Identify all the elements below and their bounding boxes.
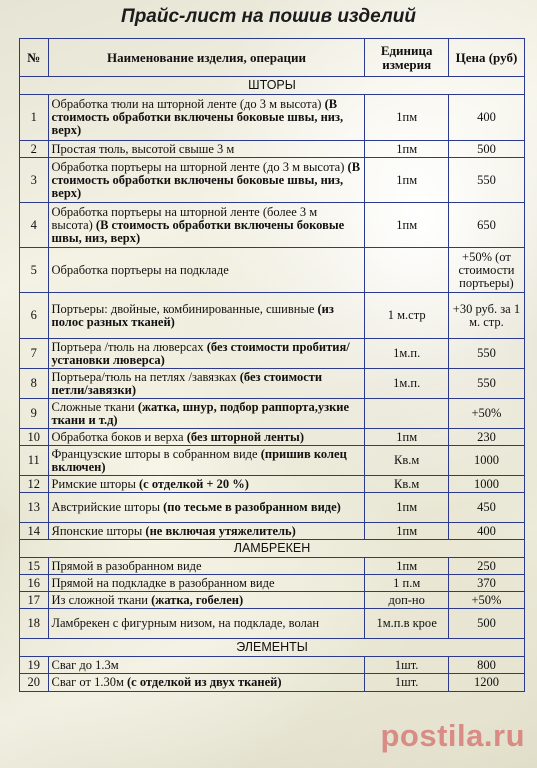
item-note: (с отделкой + 20 %) <box>139 476 249 491</box>
item-name-cell <box>48 339 365 369</box>
item-name: Обработка боков и верха <box>51 429 187 444</box>
header-num: № <box>20 39 49 77</box>
item-note: (из полос разных тканей) <box>51 301 334 329</box>
item-unit: 1пм <box>365 203 448 248</box>
item-unit: 1пм <box>365 429 448 446</box>
item-name-cell <box>48 657 365 674</box>
table-row <box>20 657 525 674</box>
table-row <box>20 429 525 446</box>
item-name: Из сложной ткани <box>51 592 152 607</box>
item-unit: 1пм <box>365 523 448 540</box>
item-name-cell <box>48 592 365 609</box>
price-table <box>19 38 525 692</box>
item-unit: 1пм <box>365 158 448 203</box>
table-row <box>20 575 525 592</box>
item-note: (не включая утяжелитель) <box>145 523 296 538</box>
item-number: 19 <box>20 657 49 674</box>
item-number: 16 <box>20 575 49 592</box>
item-unit: 1 п.м <box>365 575 448 592</box>
item-note: (жатка, шнур, подбор раппорта,узкие ткани и т.д) <box>51 399 350 427</box>
item-name: Римские шторы <box>51 476 139 491</box>
item-name: Японские шторы <box>51 523 146 538</box>
item-name-cell <box>48 203 365 248</box>
table-row <box>20 369 525 399</box>
table-row <box>20 609 525 639</box>
item-price: 400 <box>448 95 524 141</box>
section-title: ЛАМБРЕКЕН <box>20 540 525 558</box>
item-name: Обработка портьеры на шторной ленте (более 3 м высота) <box>51 204 318 232</box>
item-price: +50% <box>448 399 524 429</box>
item-number: 1 <box>20 95 49 141</box>
item-number: 3 <box>20 158 49 203</box>
item-unit <box>365 248 448 293</box>
item-price: 550 <box>448 158 524 203</box>
item-note: (по тесьме в разобранном виде) <box>163 500 341 514</box>
table-header-row <box>20 39 525 77</box>
item-name: Прямой в разобранном виде <box>51 558 202 573</box>
table-row <box>20 141 525 158</box>
table-row <box>20 592 525 609</box>
table-row <box>20 558 525 575</box>
item-unit: 1м.п. <box>365 339 448 369</box>
item-name-cell <box>48 609 365 639</box>
item-name-cell <box>48 493 365 523</box>
item-name-cell <box>48 476 365 493</box>
item-price: +50% <box>448 592 524 609</box>
item-price: 550 <box>448 339 524 369</box>
item-note: (пришив колец включен) <box>51 446 347 474</box>
item-name-cell <box>48 248 365 293</box>
section-title: ЭЛЕМЕНТЫ <box>20 639 525 657</box>
table-row <box>20 158 525 203</box>
item-price: 500 <box>448 141 524 158</box>
item-name-cell <box>48 558 365 575</box>
item-name: Французские шторы в собранном виде <box>51 446 261 461</box>
item-unit: Кв.м <box>365 476 448 493</box>
item-price: +50% (от стоимости портьеры) <box>448 248 524 293</box>
item-number: 18 <box>20 609 49 639</box>
section-title: ШТОРЫ <box>20 77 525 95</box>
item-name-cell <box>48 369 365 399</box>
header-price: Цена (руб) <box>448 39 524 77</box>
item-name: Сваг до 1.3м <box>51 657 119 672</box>
item-name: Обработка портьеры на шторной ленте (до 3 м высота) <box>51 159 348 174</box>
table-row <box>20 493 525 523</box>
item-number: 11 <box>20 446 49 476</box>
item-price: 250 <box>448 558 524 575</box>
item-name: Австрийские шторы <box>51 500 164 514</box>
table-row <box>20 248 525 293</box>
item-name: Обработка тюли на шторной ленте (до 3 м высота) <box>51 97 325 111</box>
item-price: 400 <box>448 523 524 540</box>
item-number: 9 <box>20 399 49 429</box>
page-title: Прайс-лист на пошив изделий <box>121 6 416 27</box>
item-name: Портьера /тюль на люверсах <box>51 339 207 354</box>
item-number: 4 <box>20 203 49 248</box>
item-name: Прямой на подкладке в разобранном виде <box>51 575 275 590</box>
item-unit: 1шт. <box>365 657 448 674</box>
item-price: 1000 <box>448 446 524 476</box>
item-note: (без стоимости петли/завязки) <box>51 369 323 397</box>
item-name-cell <box>48 674 365 692</box>
item-note: (жатка, гобелен) <box>151 592 244 607</box>
section-header-row <box>20 639 525 657</box>
table-row <box>20 293 525 339</box>
item-number: 5 <box>20 248 49 293</box>
table-row <box>20 476 525 493</box>
item-note: (В стоимость обработки включены боковые швы, низ, верх) <box>51 97 344 137</box>
table-row <box>20 674 525 692</box>
item-unit: доп-но <box>365 592 448 609</box>
item-number: 13 <box>20 493 49 523</box>
item-name-cell <box>48 293 365 339</box>
item-name-cell <box>48 141 365 158</box>
item-name-cell <box>48 429 365 446</box>
item-name-cell <box>48 575 365 592</box>
item-price: 650 <box>448 203 524 248</box>
item-number: 15 <box>20 558 49 575</box>
item-unit: 1 м.стр <box>365 293 448 339</box>
item-name: Ламбрекен с фигурным низом, на подкладе, волан <box>51 616 320 630</box>
item-number: 14 <box>20 523 49 540</box>
item-unit: 1пм <box>365 95 448 141</box>
item-price: 800 <box>448 657 524 674</box>
item-note: (В стоимость обработки включены боковые швы, низ, верх) <box>51 217 345 245</box>
item-price: 370 <box>448 575 524 592</box>
item-price: 230 <box>448 429 524 446</box>
header-name: Наименование изделия, операции <box>48 39 365 77</box>
item-note: (без стоимости пробития/установки люверса) <box>51 339 350 367</box>
item-unit <box>365 399 448 429</box>
section-header-row <box>20 540 525 558</box>
table-row <box>20 203 525 248</box>
item-name-cell <box>48 446 365 476</box>
item-unit: Кв.м <box>365 446 448 476</box>
item-name-cell <box>48 523 365 540</box>
item-name: Сложные ткани <box>51 399 138 414</box>
item-price: 450 <box>448 493 524 523</box>
item-price: 500 <box>448 609 524 639</box>
item-price: +30 руб. за 1 м. стр. <box>448 293 524 339</box>
item-name: Портьера/тюль на петлях /завязках <box>51 369 240 384</box>
item-price: 1200 <box>448 674 524 692</box>
item-number: 6 <box>20 293 49 339</box>
item-unit: 1м.п.в крое <box>365 609 448 639</box>
table-row <box>20 523 525 540</box>
item-number: 8 <box>20 369 49 399</box>
item-unit: 1шт. <box>365 674 448 692</box>
table-row <box>20 339 525 369</box>
item-name-cell <box>48 158 365 203</box>
item-number: 7 <box>20 339 49 369</box>
item-name-cell <box>48 95 365 141</box>
item-name-cell <box>48 399 365 429</box>
item-unit: 1пм <box>365 558 448 575</box>
watermark-logo: postila.ru <box>380 718 525 753</box>
item-name: Портьеры: двойные, комбинированные, сшивные <box>51 301 318 316</box>
item-unit: 1пм <box>365 493 448 523</box>
item-number: 20 <box>20 674 49 692</box>
item-number: 17 <box>20 592 49 609</box>
table-row <box>20 95 525 141</box>
item-number: 2 <box>20 141 49 158</box>
header-unit: Единица измерия <box>365 39 448 77</box>
item-note: (без шторной ленты) <box>186 429 304 444</box>
item-name: Сваг от 1.30м <box>51 675 127 689</box>
item-note: (В стоимость обработки включены боковые швы, низ, верх) <box>51 159 361 200</box>
item-name: Обработка портьеры на подкладе <box>51 262 229 277</box>
item-price: 550 <box>448 369 524 399</box>
table-row <box>20 399 525 429</box>
item-unit: 1м.п. <box>365 369 448 399</box>
item-unit: 1пм <box>365 141 448 158</box>
item-note: (с отделкой из двух тканей) <box>126 675 282 689</box>
item-number: 12 <box>20 476 49 493</box>
item-name: Простая тюль, высотой свыше 3 м <box>51 141 235 156</box>
item-number: 10 <box>20 429 49 446</box>
section-header-row <box>20 77 525 95</box>
table-row <box>20 446 525 476</box>
item-price: 1000 <box>448 476 524 493</box>
